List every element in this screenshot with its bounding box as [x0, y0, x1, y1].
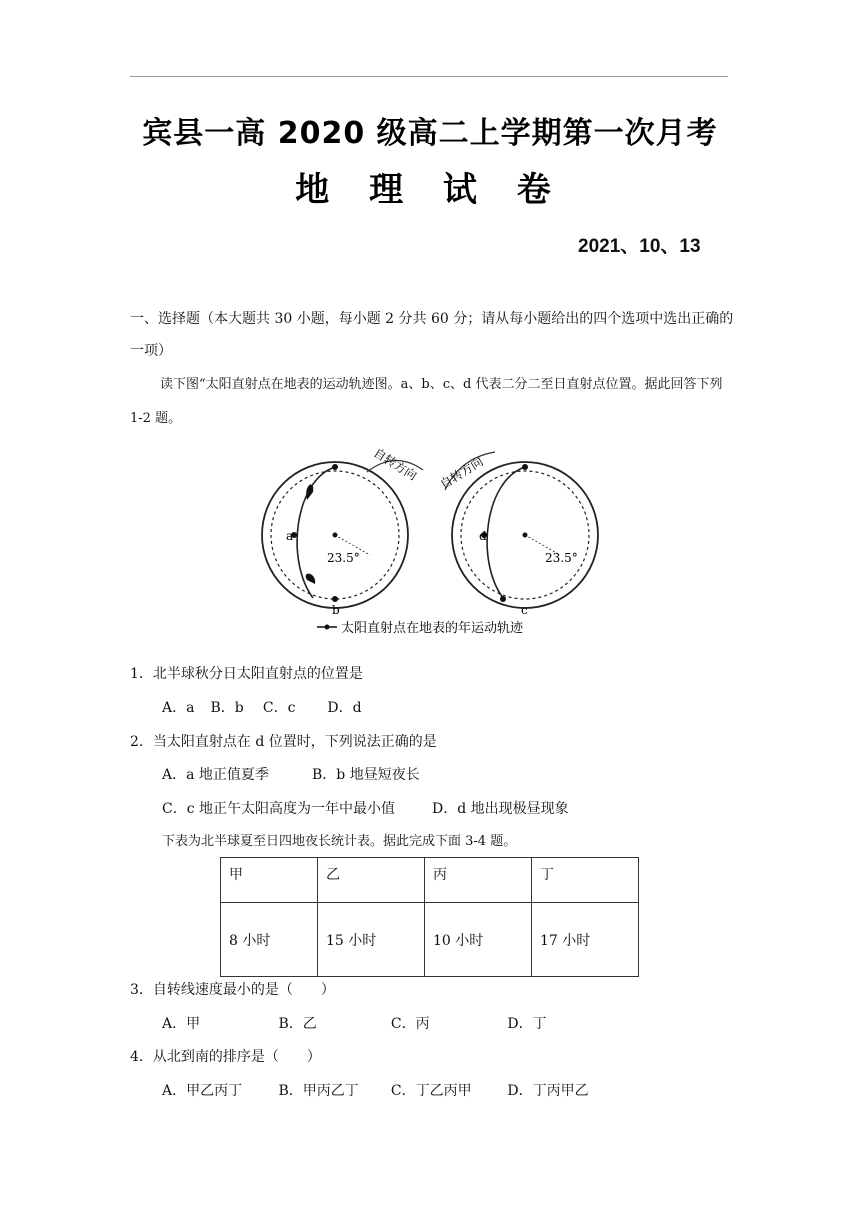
- figure-legend: [317, 620, 524, 636]
- table-row: [221, 903, 639, 977]
- q4-option-d[interactable]: D．丁丙甲乙: [507, 1083, 589, 1099]
- figure-intro: 读下图“太阳直射点在地表的运动轨迹图。a、b、c、d 代表二分二至日直射点位置。据此回答下列 1-2 题。: [130, 377, 723, 426]
- question-3-options: [162, 1014, 547, 1034]
- question-2-stem: 2．当太阳直射点在 d 位置时，下列说法正确的是: [130, 734, 437, 750]
- q1-option-a[interactable]: A．a: [162, 700, 195, 716]
- left-rotation-label: 自转方向: [371, 445, 420, 484]
- table-intro: 下表为北半球夏至日四地夜长统计表。据此完成下面 3-4 题。: [162, 834, 517, 849]
- q4-option-b[interactable]: B．甲丙乙丁: [278, 1083, 359, 1099]
- table-header-cell: 乙: [318, 858, 425, 903]
- q1-option-b[interactable]: B．b: [210, 700, 244, 716]
- table-header-row: [221, 858, 639, 903]
- q3-option-b[interactable]: B．乙: [278, 1016, 317, 1032]
- table-header-cell: 甲: [221, 858, 318, 903]
- right-angle-label: 23.5°: [545, 551, 578, 565]
- q3-option-d[interactable]: D．丁: [507, 1016, 547, 1032]
- question-3-stem: 3．自转线速度最小的是（ ）: [130, 982, 335, 998]
- q3-option-a[interactable]: A．甲: [162, 1016, 201, 1032]
- q2-option-b[interactable]: B．b 地昼短夜长: [312, 767, 420, 783]
- question-1-options: [162, 698, 367, 718]
- section-heading: 一、选择题（本大题共 30 小题，每小题 2 分共 60 分；请从每小题给出的四个选项中选出正确的一项）: [130, 311, 734, 359]
- q1-option-d[interactable]: D．d: [327, 700, 362, 716]
- table-cell: 17 小时: [532, 903, 639, 977]
- sun-path-figure: [255, 440, 615, 645]
- question-4-stem: 4．从北到南的排序是（ ）: [130, 1049, 321, 1065]
- table-header-cell: 丙: [425, 858, 532, 903]
- left-angle-label: 23.5°: [327, 551, 360, 565]
- table-cell: 10 小时: [425, 903, 532, 977]
- table-cell: 8 小时: [221, 903, 318, 977]
- header-rule: [130, 76, 728, 77]
- exam-date: 2021、10、13: [578, 236, 701, 257]
- question-4-options: [162, 1081, 589, 1101]
- right-rotation-label: 自转方向: [437, 454, 486, 492]
- q3-option-c[interactable]: C．丙: [390, 1016, 430, 1032]
- legend-text: 太阳直射点在地表的年运动轨迹: [341, 621, 524, 636]
- q4-option-c[interactable]: C．丁乙丙甲: [390, 1083, 472, 1099]
- q1-option-c[interactable]: C．c: [262, 700, 296, 716]
- subject-title: 地 理 试 卷: [295, 170, 565, 210]
- right-globe: [437, 452, 598, 617]
- point-c-label: c: [521, 603, 528, 617]
- q2-option-d[interactable]: D．d 地出现极昼现象: [432, 801, 569, 817]
- point-b-label: b: [332, 603, 340, 617]
- exam-title: 宾县一高 2020 级高二上学期第一次月考: [142, 116, 718, 151]
- table-cell: 15 小时: [318, 903, 425, 977]
- point-a-label: a: [286, 529, 294, 543]
- night-length-table: [220, 857, 639, 977]
- q2-option-c[interactable]: C．c 地正午太阳高度为一年中最小值: [162, 801, 396, 817]
- point-d-label: d: [479, 529, 487, 543]
- left-globe: [262, 445, 423, 617]
- q2-option-a[interactable]: A．a 地正值夏季: [162, 767, 269, 783]
- q4-option-a[interactable]: A．甲乙丙丁: [162, 1083, 243, 1099]
- table-header-cell: 丁: [532, 858, 639, 903]
- question-1-stem: 1．北半球秋分日太阳直射点的位置是: [130, 666, 363, 682]
